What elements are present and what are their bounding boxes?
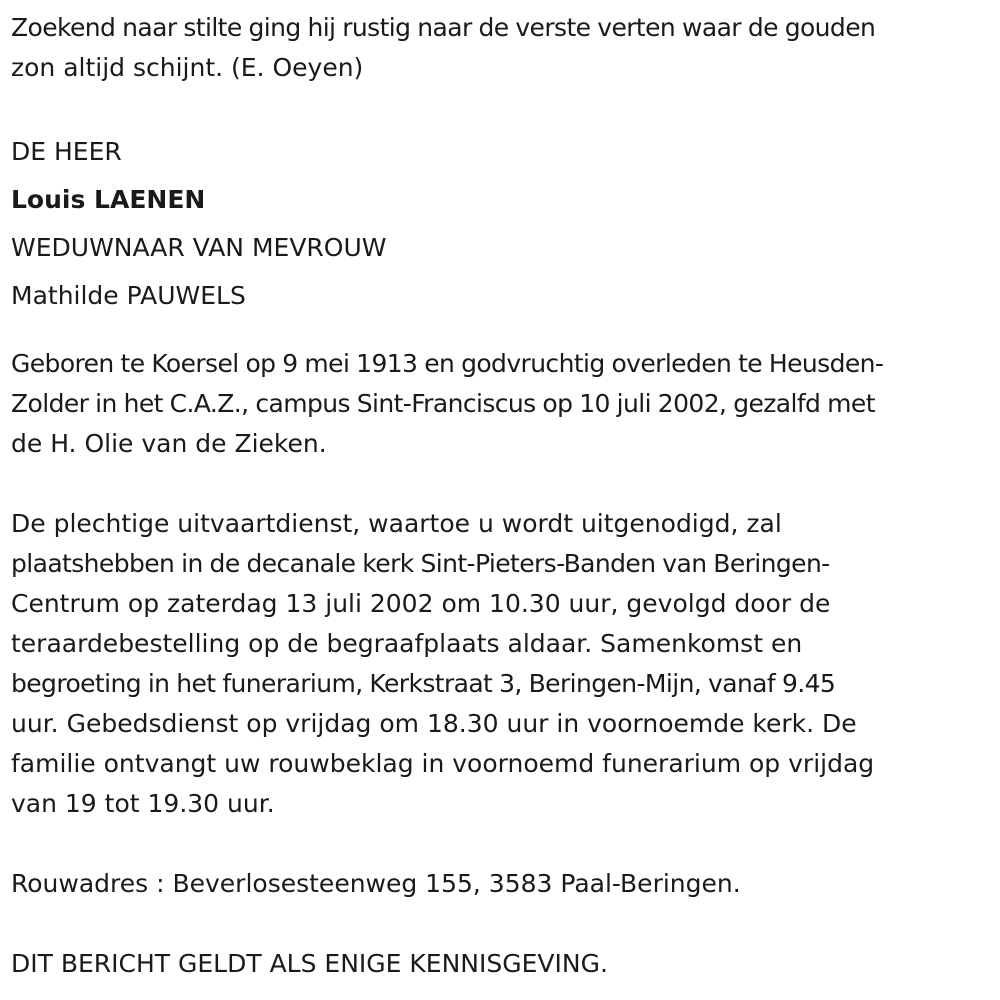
funeral-line-6: uur. Gebedsdienst op vrijdag om 18.30 uur in voornoemde kerk. De [11, 709, 857, 738]
spacer [11, 464, 991, 504]
relation-label: WEDUWNAAR VAN MEVROUW [11, 233, 387, 262]
spacer [11, 320, 991, 344]
address-text: Rouwadres : Beverlosesteenweg 155, 3583 Paal-Beringen. [11, 869, 741, 898]
funeral-line-8: van 19 tot 19.30 uur. [11, 789, 275, 818]
funeral-line-3: Centrum op zaterdag 13 juli 2002 om 10.30 uur, gevolgd door de [11, 589, 831, 618]
deceased-name: Louis LAENEN [11, 185, 206, 214]
spacer [11, 88, 991, 128]
funeral-line-5: begroeting in het funerarium, Kerkstraat 3, Beringen-Mijn, vanaf 9.45 [11, 669, 836, 698]
spacer [11, 904, 991, 944]
funeral-paragraph [11, 504, 991, 824]
birth-death-paragraph [11, 344, 991, 464]
funeral-line-2: plaatshebben in de decanale kerk Sint-Pieters-Banden van Beringen- [11, 549, 830, 578]
quote-line-2: zon altijd schijnt. (E. Oeyen) [11, 53, 364, 82]
mourning-address [11, 864, 991, 904]
obituary-document [11, 8, 991, 984]
birth-death-line-2: Zolder in het C.A.Z., campus Sint-Franciscus op 10 juli 2002, gezalfd met [11, 389, 875, 418]
spouse-name: Mathilde PAUWELS [11, 281, 246, 310]
birth-death-line-3: de H. Olie van de Zieken. [11, 429, 327, 458]
memorial-quote [11, 8, 991, 88]
funeral-line-1: De plechtige uitvaartdienst, waartoe u wordt uitgenodigd, zal [11, 509, 782, 538]
funeral-line-4: teraardebestelling op de begraafplaats aldaar. Samenkomst en [11, 629, 803, 658]
deceased-header [11, 128, 991, 320]
notice-text: DIT BERICHT GELDT ALS ENIGE KENNISGEVING. [11, 949, 608, 978]
notice-paragraph [11, 944, 991, 984]
birth-death-line-1: Geboren te Koersel op 9 mei 1913 en godvruchtig overleden te Heusden- [11, 349, 884, 378]
funeral-line-7: familie ontvangt uw rouwbeklag in voornoemd funerarium op vrijdag [11, 749, 875, 778]
spacer [11, 824, 991, 864]
honorific-title: DE HEER [11, 137, 122, 166]
quote-line-1: Zoekend naar stilte ging hij rustig naar de verste verten waar de gouden [11, 13, 876, 42]
